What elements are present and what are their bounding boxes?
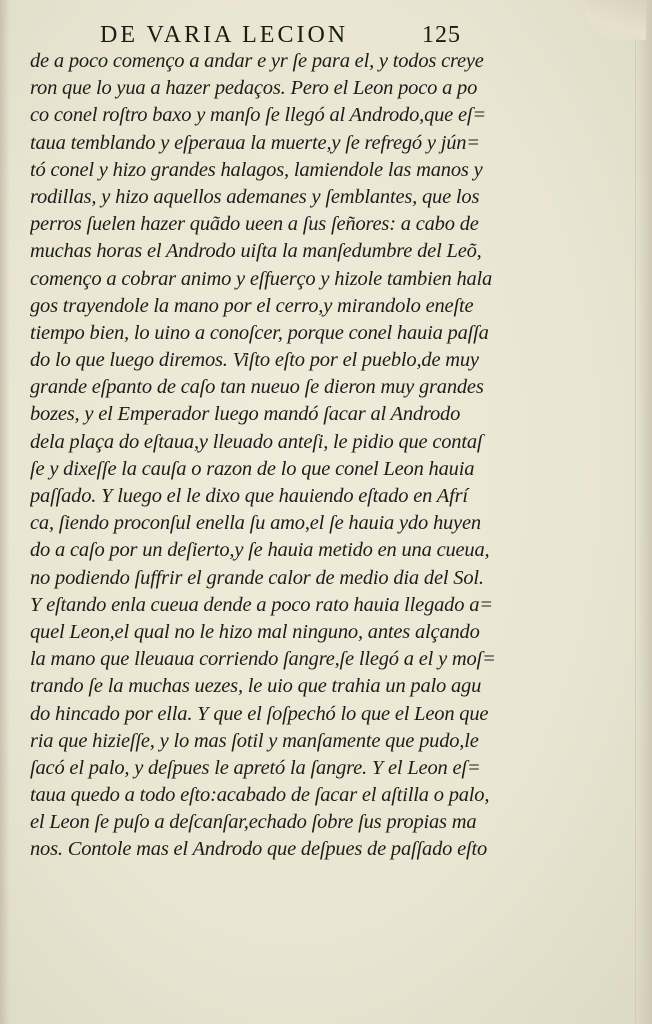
text-line: nos. Contole mas el Androdo que deſpues de paſſado eſto [30, 838, 488, 861]
text-line: perros ſuelen hazer quãdo ueen a ſus ſeñores: a cabo de [30, 213, 479, 236]
page-corner-fold [586, 0, 646, 40]
page-number: 125 [422, 22, 461, 48]
text-line: grande eſpanto de caſo tan nueuo ſe dieron muy grandes [30, 376, 484, 399]
text-line: de a poco començo a andar e yr ſe para el, y todos creye [30, 50, 484, 72]
text-line: no podiendo ſuffrir el grande calor de medio dia del Sol. [30, 566, 484, 589]
text-line: ca, ſiendo proconſul enella ſu amo,el ſe hauia ydo huyen [30, 512, 481, 535]
text-line: do hincado por ella. Y que el ſoſpechó lo que el Leon que [30, 702, 489, 725]
text-line: ria que hizieſſe, y lo mas ſotil y manſamente que pudo,le [30, 729, 479, 752]
text-line: quel Leon,el qual no le hizo mal ninguno, antes alçando [30, 620, 480, 643]
text-line: paſſado. Y luego el le dixo que hauiendo eſtado en Afrí [30, 485, 468, 507]
text-line: do a caſo por un deſierto,y ſe hauia metido en una cueua, [30, 539, 490, 562]
text-line: co conel roſtro baxo y manſo ſe llegó al Androdo,que eſ= [30, 104, 487, 127]
text-line: ſe y dixeſſe la cauſa o razon de lo que conel Leon hauia [30, 457, 475, 480]
text-line: do lo que luego diremos. Viſto eſto por el pueblo,de muy [30, 349, 479, 372]
text-line: trando ſe la muchas uezes, le uio que trahia un palo agu [30, 675, 482, 698]
text-line: Y eſtando enla cueua dende a poco rato hauia llegado a= [30, 593, 493, 616]
text-line: gos trayendole la mano por el cerro,y mirandolo eneſte [30, 294, 474, 317]
page-gutter-shadow [0, 0, 10, 1024]
text-line: rodillas, y hizo aquellos ademanes y ſemblantes, que los [30, 185, 480, 208]
text-line: ron que lo yua a hazer pedaços. Pero el Leon poco a po [30, 77, 478, 100]
text-line: tiempo bien, lo uino a conoſcer, porque conel hauia paſſa [30, 321, 489, 344]
text-line: el Leon ſe puſo a deſcanſar,echado ſobre ſus propias ma [30, 811, 477, 834]
text-line: bozes, y el Emperador luego mandó ſacar al Androdo [30, 403, 461, 426]
text-line: la mano que lleuaua corriendo ſangre,ſe llegó a el y moſ= [30, 648, 496, 671]
body-text [30, 48, 530, 898]
text-line: ſacó el palo, y deſpues le apretó la ſangre. Y el Leon eſ= [30, 756, 481, 779]
running-head-title: DE VARIA LECION [100, 22, 349, 48]
text-line: taua temblando y eſperaua la muerte,y ſe refregó y jún= [30, 131, 480, 154]
page-edge [635, 0, 652, 1024]
text-line: tó conel y hizo grandes halagos, lamiendole las manos y [30, 158, 483, 181]
text-line: dela plaça do eſtaua,y lleuado anteſi, le pidio que contaſ [30, 430, 483, 453]
text-line: començo a cobrar animo y eſfuerço y hizole tambien hala [30, 267, 493, 290]
text-line: taua quedo a todo eſto:acabado de ſacar el aſtilla o palo, [30, 784, 490, 807]
text-line: muchas horas el Androdo uiſta la manſedumbre del Leõ, [30, 240, 482, 263]
